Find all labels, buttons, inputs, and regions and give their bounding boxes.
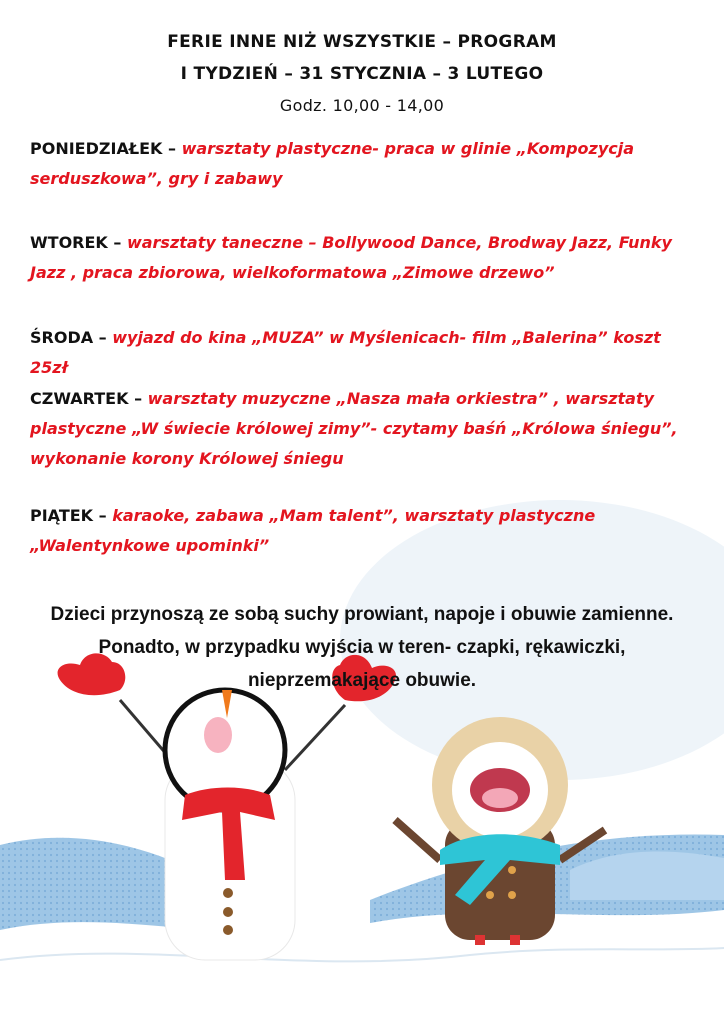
- day-name: WTOREK: [30, 233, 108, 252]
- day-activities: warsztaty taneczne – Bollywood Dance, Brodway Jazz, Funky Jazz , praca zbiorowa, wielkoformatowa „Zimowe drzewo”: [30, 233, 672, 282]
- snow-ground: [0, 910, 724, 1024]
- day-activities: warsztaty muzyczne „Nasza mała orkiestra” , warsztaty plastyczne „W świecie królowej zimy”- czytamy baśń „Królowa śniegu”, wykonanie korony Królowej śniegu: [30, 389, 678, 468]
- day-friday: PIĄTEK – karaoke, zabawa „Mam talent”, warsztaty plastyczne „Walentynkowe upominki”: [30, 506, 596, 555]
- day-tuesday: WTOREK – warsztaty taneczne – Bollywood Dance, Brodway Jazz, Funky Jazz , praca zbiorowa, wielkoformatowa „Zimowe drzewo”: [30, 233, 672, 282]
- day-activities: wyjazd do kina „MUZA” w Myślenicach- film „Balerina” koszt 25zł: [30, 328, 661, 377]
- day-wednesday: ŚRODA – wyjazd do kina „MUZA” w Myślenicach- film „Balerina” koszt 25zł: [30, 328, 661, 377]
- week-dates: I TYDZIEŃ – 31 STYCZNIA – 3 LUTEGO: [180, 64, 544, 84]
- day-name: PIĄTEK: [30, 506, 94, 525]
- day-activities: warsztaty plastyczne- praca w glinie „Kompozycja serduszkowa”, gry i zabawy: [30, 139, 635, 188]
- day-activities: karaoke, zabawa „Mam talent”, warsztaty plastyczne „Walentynkowe upominki”: [30, 506, 596, 555]
- program-title: FERIE INNE NIŻ WSZYSTKIE – PROGRAM: [167, 32, 557, 52]
- day-name: ŚRODA: [30, 328, 94, 347]
- parents-note: Dzieci przynoszą ze sobą suchy prowiant, napoje i obuwie zamienne. Ponadto, w przypadku wyjścia w teren- czapki, rękawiczki, nieprzemakające obuwie.: [50, 604, 674, 691]
- day-name: CZWARTEK: [30, 389, 129, 408]
- day-thursday: CZWARTEK – warsztaty muzyczne „Nasza mała orkiestra” , warsztaty plastyczne „W świecie królowej zimy”- czytamy baśń „Królowa śniegu”, wykonanie korony Królowej śniegu: [30, 389, 678, 468]
- day-monday: PONIEDZIAŁEK – warsztaty plastyczne- praca w glinie „Kompozycja serduszkowa”, gry i zabawy: [30, 139, 635, 188]
- hours: Godz. 10,00 - 14,00: [279, 96, 445, 115]
- day-name: PONIEDZIAŁEK: [30, 139, 163, 158]
